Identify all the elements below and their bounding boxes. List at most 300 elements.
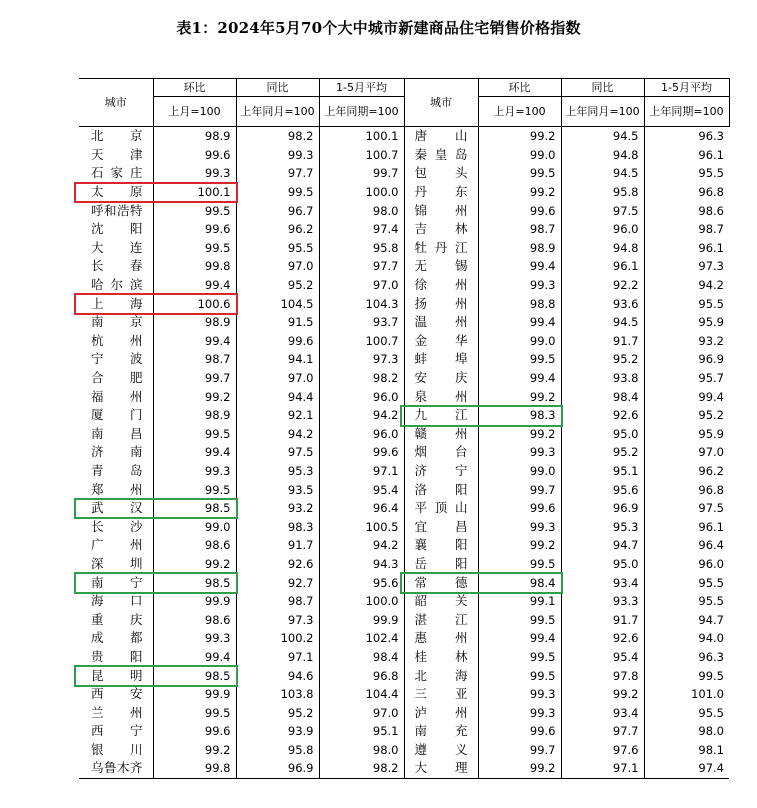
avg-value-left: 100.7 <box>319 332 404 351</box>
avg-value-left: 97.1 <box>319 462 404 481</box>
city-name-left: 青岛 <box>91 462 143 478</box>
table-row <box>79 332 729 351</box>
mom-value-right: 99.4 <box>478 313 561 332</box>
avg-value-right: 96.8 <box>644 480 729 499</box>
mom-value-right: 99.2 <box>478 127 561 146</box>
mom-value-right: 99.2 <box>478 759 561 778</box>
city-name-right: 秦皇岛 <box>414 146 468 162</box>
yoy-value-left: 92.7 <box>236 573 319 592</box>
mom-value-left: 98.5 <box>153 573 236 592</box>
mom-value-left: 99.3 <box>153 629 236 648</box>
city-name-left: 呼和浩特 <box>91 202 143 218</box>
header-city-right: 城市 <box>404 79 478 127</box>
mom-value-right: 99.6 <box>478 201 561 220</box>
city-name-left: 长沙 <box>91 518 143 534</box>
table-row <box>79 536 729 555</box>
city-name-right: 遵义 <box>414 741 468 757</box>
city-name-left: 西宁 <box>91 723 143 739</box>
mom-value-left: 99.7 <box>153 369 236 388</box>
city-name-left: 海口 <box>91 593 143 609</box>
table-row <box>79 146 729 165</box>
yoy-value-left: 96.2 <box>236 220 319 239</box>
avg-value-left: 100.1 <box>319 127 404 146</box>
header-yoy-base-right: 上年同月=100 <box>561 97 644 127</box>
mom-value-left: 99.6 <box>153 220 236 239</box>
city-name-right: 襄阳 <box>414 537 468 553</box>
city-name-left: 昆明 <box>91 667 143 683</box>
city-name-right: 温州 <box>414 314 468 330</box>
yoy-value-right: 94.8 <box>561 239 644 258</box>
mom-value-right: 99.2 <box>478 536 561 555</box>
mom-value-right: 99.4 <box>478 629 561 648</box>
avg-value-right: 96.9 <box>644 350 729 369</box>
table-row <box>79 369 729 388</box>
mom-value-right: 98.7 <box>478 220 561 239</box>
table-row <box>79 629 729 648</box>
mom-value-right: 99.6 <box>478 499 561 518</box>
yoy-value-right: 93.4 <box>561 703 644 722</box>
mom-value-right: 98.9 <box>478 239 561 258</box>
city-name-left: 乌鲁木齐 <box>91 760 143 776</box>
mom-value-left: 99.3 <box>153 462 236 481</box>
avg-value-left: 97.0 <box>319 703 404 722</box>
avg-value-right: 96.1 <box>644 239 729 258</box>
city-name-left: 广州 <box>91 537 143 553</box>
avg-value-left: 95.4 <box>319 480 404 499</box>
avg-value-left: 97.4 <box>319 220 404 239</box>
table-row <box>79 201 729 220</box>
table-row <box>79 276 729 295</box>
city-name-left: 大连 <box>91 239 143 255</box>
avg-value-right: 94.0 <box>644 629 729 648</box>
city-name-right: 南充 <box>414 723 468 739</box>
yoy-value-left: 104.5 <box>236 294 319 313</box>
table-row <box>79 480 729 499</box>
city-name-right: 蚌埠 <box>414 351 468 367</box>
mom-value-left: 99.5 <box>153 425 236 444</box>
yoy-value-left: 95.2 <box>236 703 319 722</box>
avg-value-right: 94.7 <box>644 610 729 629</box>
mom-value-right: 98.3 <box>478 406 561 425</box>
city-name-left: 上海 <box>91 295 143 311</box>
avg-value-left: 99.7 <box>319 164 404 183</box>
mom-value-left: 98.5 <box>153 666 236 685</box>
avg-value-right: 96.3 <box>644 648 729 667</box>
yoy-value-left: 95.5 <box>236 239 319 258</box>
table-row <box>79 462 729 481</box>
header-mom-base-left: 上月=100 <box>153 97 236 127</box>
yoy-value-right: 93.8 <box>561 369 644 388</box>
avg-value-right: 97.5 <box>644 499 729 518</box>
mom-value-right: 99.4 <box>478 257 561 276</box>
yoy-value-left: 93.5 <box>236 480 319 499</box>
table-row <box>79 648 729 667</box>
table-row <box>79 127 729 146</box>
yoy-value-left: 91.5 <box>236 313 319 332</box>
avg-value-left: 97.7 <box>319 257 404 276</box>
avg-value-left: 99.6 <box>319 443 404 462</box>
mom-value-right: 99.1 <box>478 592 561 611</box>
table-row <box>79 666 729 685</box>
city-name-right: 北海 <box>414 667 468 683</box>
yoy-value-left: 95.3 <box>236 462 319 481</box>
city-name-left: 宁波 <box>91 351 143 367</box>
mom-value-left: 99.3 <box>153 164 236 183</box>
mom-value-right: 99.2 <box>478 183 561 202</box>
header-avg-base-left: 上年同期=100 <box>319 97 404 127</box>
avg-value-left: 100.0 <box>319 592 404 611</box>
avg-value-left: 102.4 <box>319 629 404 648</box>
city-name-left: 贵阳 <box>91 648 143 664</box>
yoy-value-left: 97.7 <box>236 164 319 183</box>
yoy-value-right: 95.1 <box>561 462 644 481</box>
yoy-value-left: 94.1 <box>236 350 319 369</box>
mom-value-left: 99.8 <box>153 257 236 276</box>
header-mom-base-right: 上月=100 <box>478 97 561 127</box>
header-mom-right: 环比 <box>478 79 561 97</box>
price-index-table <box>79 78 730 779</box>
city-name-right: 锦州 <box>414 202 468 218</box>
yoy-value-right: 94.5 <box>561 127 644 146</box>
city-name-right: 桂林 <box>414 648 468 664</box>
yoy-value-left: 99.6 <box>236 332 319 351</box>
city-name-right: 扬州 <box>414 295 468 311</box>
city-name-right: 牡丹江 <box>414 239 468 255</box>
avg-value-right: 98.6 <box>644 201 729 220</box>
avg-value-right: 101.0 <box>644 685 729 704</box>
city-name-right: 泉州 <box>414 388 468 404</box>
yoy-value-left: 94.2 <box>236 425 319 444</box>
mom-value-right: 99.7 <box>478 741 561 760</box>
mom-value-left: 99.9 <box>153 685 236 704</box>
mom-value-left: 98.5 <box>153 499 236 518</box>
mom-value-right: 99.3 <box>478 703 561 722</box>
city-name-right: 赣州 <box>414 425 468 441</box>
city-name-right: 九江 <box>414 407 468 423</box>
mom-value-right: 98.4 <box>478 573 561 592</box>
yoy-value-right: 95.3 <box>561 517 644 536</box>
mom-value-right: 99.5 <box>478 555 561 574</box>
avg-value-right: 95.2 <box>644 406 729 425</box>
mom-value-left: 99.6 <box>153 722 236 741</box>
city-name-left: 重庆 <box>91 611 143 627</box>
avg-value-left: 94.3 <box>319 555 404 574</box>
mom-value-left: 99.8 <box>153 759 236 778</box>
yoy-value-left: 98.3 <box>236 517 319 536</box>
yoy-value-right: 92.6 <box>561 406 644 425</box>
avg-value-right: 98.0 <box>644 722 729 741</box>
mom-value-right: 99.5 <box>478 610 561 629</box>
yoy-value-left: 99.3 <box>236 146 319 165</box>
table-row <box>79 313 729 332</box>
yoy-value-left: 97.0 <box>236 369 319 388</box>
avg-value-right: 95.5 <box>644 573 729 592</box>
yoy-value-left: 95.8 <box>236 741 319 760</box>
city-name-right: 吉林 <box>414 221 468 237</box>
header-yoy-left: 同比 <box>236 79 319 97</box>
mom-value-right: 98.8 <box>478 294 561 313</box>
yoy-value-left: 92.6 <box>236 555 319 574</box>
avg-value-left: 94.2 <box>319 536 404 555</box>
yoy-value-right: 97.5 <box>561 201 644 220</box>
city-name-left: 兰州 <box>91 704 143 720</box>
city-name-right: 无锡 <box>414 258 468 274</box>
yoy-value-right: 95.0 <box>561 425 644 444</box>
mom-value-right: 99.4 <box>478 369 561 388</box>
yoy-value-right: 94.8 <box>561 146 644 165</box>
header-mom-left: 环比 <box>153 79 236 97</box>
avg-value-left: 100.0 <box>319 183 404 202</box>
mom-value-left: 99.5 <box>153 703 236 722</box>
avg-value-right: 96.3 <box>644 127 729 146</box>
avg-value-left: 96.0 <box>319 425 404 444</box>
city-name-left: 太原 <box>91 184 143 200</box>
yoy-value-left: 97.0 <box>236 257 319 276</box>
city-name-right: 韶关 <box>414 593 468 609</box>
city-name-left: 银川 <box>91 741 143 757</box>
yoy-value-right: 97.6 <box>561 741 644 760</box>
city-name-right: 安庆 <box>414 370 468 386</box>
city-name-left: 济南 <box>91 444 143 460</box>
table-row <box>79 555 729 574</box>
city-name-right: 唐山 <box>414 128 468 144</box>
table-row <box>79 592 729 611</box>
table-row <box>79 257 729 276</box>
city-name-right: 丹东 <box>414 184 468 200</box>
table-row <box>79 722 729 741</box>
yoy-value-left: 95.2 <box>236 276 319 295</box>
avg-value-right: 98.1 <box>644 741 729 760</box>
avg-value-left: 94.2 <box>319 406 404 425</box>
avg-value-right: 95.5 <box>644 592 729 611</box>
yoy-value-right: 95.2 <box>561 443 644 462</box>
yoy-value-right: 95.8 <box>561 183 644 202</box>
city-name-right: 洛阳 <box>414 481 468 497</box>
mom-value-right: 99.2 <box>478 387 561 406</box>
yoy-value-left: 91.7 <box>236 536 319 555</box>
mom-value-left: 98.9 <box>153 127 236 146</box>
table-row <box>79 517 729 536</box>
mom-value-right: 99.3 <box>478 443 561 462</box>
yoy-value-left: 100.2 <box>236 629 319 648</box>
table-row <box>79 759 729 778</box>
table-row <box>79 610 729 629</box>
avg-value-left: 100.5 <box>319 517 404 536</box>
avg-value-left: 97.0 <box>319 276 404 295</box>
city-name-left: 石家庄 <box>91 165 143 181</box>
avg-value-left: 95.8 <box>319 239 404 258</box>
mom-value-right: 99.3 <box>478 517 561 536</box>
avg-value-right: 95.9 <box>644 425 729 444</box>
avg-value-right: 99.5 <box>644 666 729 685</box>
mom-value-left: 100.6 <box>153 294 236 313</box>
mom-value-right: 99.2 <box>478 425 561 444</box>
city-name-left: 武汉 <box>91 500 143 516</box>
city-name-right: 平顶山 <box>414 500 468 516</box>
table-row <box>79 703 729 722</box>
avg-value-right: 94.2 <box>644 276 729 295</box>
avg-value-left: 98.0 <box>319 201 404 220</box>
city-name-left: 郑州 <box>91 481 143 497</box>
mom-value-left: 99.5 <box>153 480 236 499</box>
city-name-right: 金华 <box>414 332 468 348</box>
city-name-right: 三亚 <box>414 686 468 702</box>
mom-value-right: 99.3 <box>478 276 561 295</box>
header-avg-left: 1-5月平均 <box>319 79 404 97</box>
mom-value-left: 98.7 <box>153 350 236 369</box>
city-name-left: 长春 <box>91 258 143 274</box>
table-row <box>79 387 729 406</box>
avg-value-left: 97.3 <box>319 350 404 369</box>
yoy-value-left: 94.4 <box>236 387 319 406</box>
table-row <box>79 685 729 704</box>
avg-value-right: 96.4 <box>644 536 729 555</box>
city-name-right: 烟台 <box>414 444 468 460</box>
yoy-value-right: 93.6 <box>561 294 644 313</box>
avg-value-right: 95.7 <box>644 369 729 388</box>
mom-value-right: 99.6 <box>478 722 561 741</box>
mom-value-left: 99.4 <box>153 332 236 351</box>
yoy-value-left: 96.9 <box>236 759 319 778</box>
city-name-right: 岳阳 <box>414 555 468 571</box>
avg-value-left: 96.0 <box>319 387 404 406</box>
avg-value-right: 99.4 <box>644 387 729 406</box>
avg-value-left: 99.9 <box>319 610 404 629</box>
avg-value-right: 98.7 <box>644 220 729 239</box>
yoy-value-right: 94.7 <box>561 536 644 555</box>
avg-value-left: 96.8 <box>319 666 404 685</box>
yoy-value-right: 97.7 <box>561 722 644 741</box>
mom-value-left: 100.1 <box>153 183 236 202</box>
city-name-left: 深圳 <box>91 555 143 571</box>
avg-value-left: 98.2 <box>319 759 404 778</box>
yoy-value-left: 96.7 <box>236 201 319 220</box>
mom-value-left: 99.4 <box>153 648 236 667</box>
mom-value-right: 99.5 <box>478 666 561 685</box>
avg-value-left: 96.4 <box>319 499 404 518</box>
city-name-left: 厦门 <box>91 407 143 423</box>
table-row <box>79 350 729 369</box>
city-name-right: 大理 <box>414 760 468 776</box>
mom-value-left: 99.5 <box>153 239 236 258</box>
yoy-value-right: 92.6 <box>561 629 644 648</box>
avg-value-left: 93.7 <box>319 313 404 332</box>
yoy-value-right: 99.2 <box>561 685 644 704</box>
yoy-value-right: 98.4 <box>561 387 644 406</box>
avg-value-right: 96.2 <box>644 462 729 481</box>
table-row <box>79 443 729 462</box>
mom-value-left: 99.4 <box>153 276 236 295</box>
table-row <box>79 164 729 183</box>
yoy-value-right: 95.0 <box>561 555 644 574</box>
avg-value-right: 93.2 <box>644 332 729 351</box>
avg-value-left: 100.7 <box>319 146 404 165</box>
yoy-value-right: 95.6 <box>561 480 644 499</box>
avg-value-left: 98.0 <box>319 741 404 760</box>
mom-value-left: 99.4 <box>153 443 236 462</box>
avg-value-left: 104.4 <box>319 685 404 704</box>
mom-value-left: 99.9 <box>153 592 236 611</box>
table-row <box>79 425 729 444</box>
avg-value-right: 97.4 <box>644 759 729 778</box>
mom-value-right: 99.5 <box>478 648 561 667</box>
city-name-left: 南京 <box>91 314 143 330</box>
mom-value-left: 99.2 <box>153 741 236 760</box>
avg-value-right: 97.3 <box>644 257 729 276</box>
yoy-value-right: 94.5 <box>561 164 644 183</box>
city-name-right: 惠州 <box>414 630 468 646</box>
avg-value-right: 95.5 <box>644 164 729 183</box>
mom-value-right: 99.0 <box>478 462 561 481</box>
city-name-right: 宜昌 <box>414 518 468 534</box>
table-row <box>79 741 729 760</box>
header-avg-right: 1-5月平均 <box>644 79 729 97</box>
city-name-right: 常德 <box>414 574 468 590</box>
avg-value-left: 104.3 <box>319 294 404 313</box>
yoy-value-left: 93.2 <box>236 499 319 518</box>
mom-value-right: 99.5 <box>478 164 561 183</box>
header-city-left: 城市 <box>79 79 153 127</box>
avg-value-right: 95.5 <box>644 703 729 722</box>
yoy-value-right: 93.4 <box>561 573 644 592</box>
city-name-left: 西安 <box>91 686 143 702</box>
avg-value-left: 95.6 <box>319 573 404 592</box>
city-name-right: 徐州 <box>414 277 468 293</box>
city-name-left: 成都 <box>91 630 143 646</box>
mom-value-left: 99.2 <box>153 387 236 406</box>
header-yoy-base-left: 上年同月=100 <box>236 97 319 127</box>
yoy-value-right: 91.7 <box>561 332 644 351</box>
header-avg-base-right: 上年同期=100 <box>644 97 729 127</box>
mom-value-right: 99.3 <box>478 685 561 704</box>
yoy-value-right: 94.5 <box>561 313 644 332</box>
table-row <box>79 239 729 258</box>
city-name-right: 湛江 <box>414 611 468 627</box>
yoy-value-right: 97.1 <box>561 759 644 778</box>
mom-value-right: 99.7 <box>478 480 561 499</box>
avg-value-left: 98.4 <box>319 648 404 667</box>
city-name-left: 天津 <box>91 146 143 162</box>
yoy-value-right: 96.1 <box>561 257 644 276</box>
yoy-value-left: 97.5 <box>236 443 319 462</box>
avg-value-left: 98.2 <box>319 369 404 388</box>
mom-value-left: 98.9 <box>153 406 236 425</box>
avg-value-right: 96.8 <box>644 183 729 202</box>
table-row <box>79 406 729 425</box>
city-name-right: 泸州 <box>414 704 468 720</box>
city-name-right: 包头 <box>414 165 468 181</box>
city-name-right: 济宁 <box>414 462 468 478</box>
table-row <box>79 294 729 313</box>
mom-value-right: 99.0 <box>478 146 561 165</box>
avg-value-right: 96.1 <box>644 517 729 536</box>
yoy-value-left: 99.5 <box>236 183 319 202</box>
yoy-value-left: 98.2 <box>236 127 319 146</box>
yoy-value-left: 97.1 <box>236 648 319 667</box>
table-row <box>79 499 729 518</box>
yoy-value-left: 93.9 <box>236 722 319 741</box>
mom-value-left: 98.6 <box>153 536 236 555</box>
city-name-left: 杭州 <box>91 332 143 348</box>
yoy-value-right: 97.8 <box>561 666 644 685</box>
mom-value-left: 99.0 <box>153 517 236 536</box>
yoy-value-right: 95.4 <box>561 648 644 667</box>
yoy-value-right: 96.0 <box>561 220 644 239</box>
yoy-value-right: 95.2 <box>561 350 644 369</box>
yoy-value-right: 92.2 <box>561 276 644 295</box>
avg-value-left: 95.1 <box>319 722 404 741</box>
city-name-left: 合肥 <box>91 370 143 386</box>
